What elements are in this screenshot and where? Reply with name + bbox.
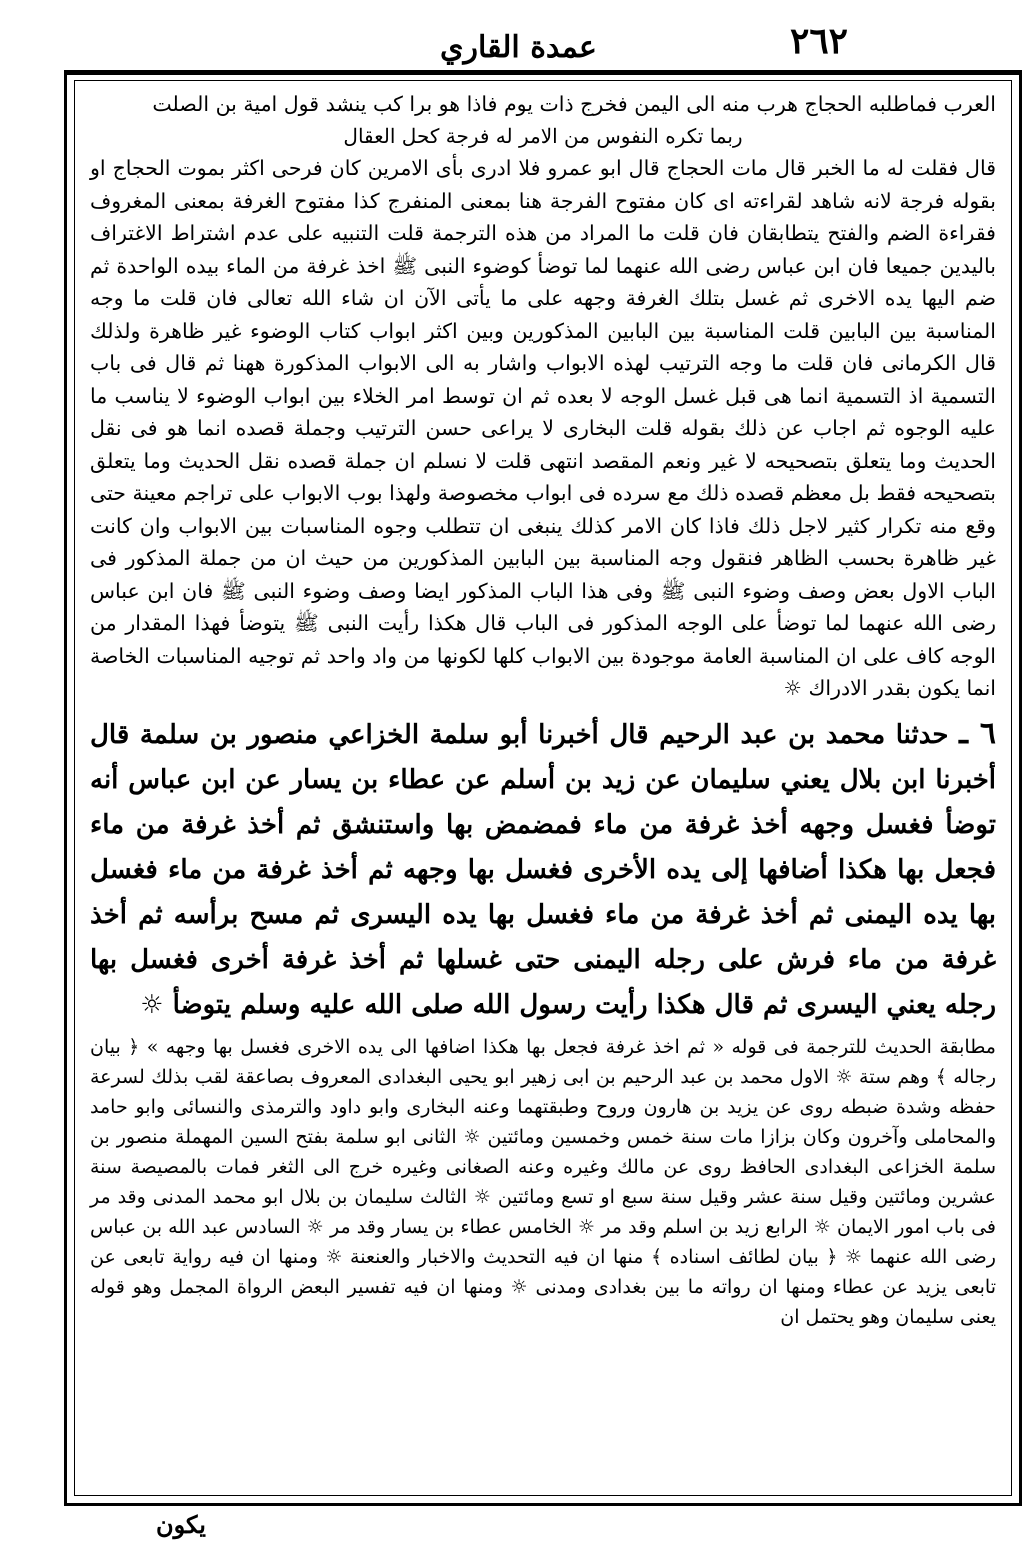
paragraph-intro: العرب فماطلبه الحجاج هرب منه الى اليمن فخرج ذات يوم فاذا هو برا كب ينشد قول امية بن الصلت	[152, 92, 996, 116]
page-body	[90, 88, 996, 1488]
hadith-text	[90, 711, 996, 1028]
page-number: ٢٦٢	[790, 20, 849, 62]
running-title: عمدة القاري	[440, 30, 597, 65]
hadith-body: حدثنا محمد بن عبد الرحيم قال أخبرنا أبو سلمة الخزاعي منصور بن سلمة قال أخبرنا ابن بلال يعني سليمان عن زيد بن أسلم عن عطاء بن يسار عن ابن عباس أنه توضأ فغسل وجهه أخذ غرفة من ماء فمضمض بها واستنشق ثم أخذ غرفة من ماء فجعل بها هكذا أضافها إلى يده الأخرى فغسل بها وجهه ثم أخذ غرفة من ماء فغسل بها يده اليمنى ثم أخذ غرفة من ماء فغسل بها يده اليسرى ثم مسح برأسه ثم أخذ غرفة من ماء فرش على رجله اليمنى حتى غسلها ثم أخذ غرفة أخرى فغسل بها رجله يعني اليسرى ثم قال هكذا رأيت رسول الله صلى الله عليه وسلم يتوضأ ☼	[90, 719, 996, 1020]
paragraph-discussion: قال فقلت له ما الخبر قال مات الحجاج قال ابو عمرو فلا ادرى بأى الامرين كان فرحى اكثر بموت الحجاج او بقوله فرجة لانه شاهد لقراءته اى كان مفتوح الفرجة هنا بمعنى المنفرج كذا مفتوح الغرفة بمعنى المغروف فقراءة الضم والفتح يتطابقان فان قلت ما المراد من هذه الترجمة قلت التنبيه على عدم اشتراط الاغتراف باليدين جميعا فان ابن عباس رضى الله عنهما لما توضأ كوضوء النبى ﷺ اخذ غرفة من الماء بيده الواحدة ثم ضم اليها يده الاخرى ثم غسل بتلك الغرفة وجهه على ما يأتى الآن ان شاء الله تعالى فان قلت ما وجه المناسبة بين البابين قلت المناسبة بين البابين المذكورين وبين اكثر ابواب كتاب الوضوء غير ظاهرة ولذلك قال الكرمانى فان قلت ما وجه الترتيب لهذه الابواب واشار به الى الابواب المذكورة ههنا ثم قال فى باب التسمية اذ التسمية انما هى قبل غسل الوجه لا بعده ثم ان توسط امر الخلاء بين ابواب الوضوء لا يناسب ما عليه الوجوه ثم اجاب عن ذلك بقوله قلت البخارى لا يراعى حسن الترتيب وجملة قصده انما هو فى نقل الحديث وما يتعلق بتصحيحه لا غير ونعم المقصد انتهى قلت لا نسلم ان جملة قصده نقل الحديث وما يتعلق بتصحيحه فقط بل معظم قصده ذلك مع سرده فى ابواب مخصوصة ولهذا بوب الابواب على تراجم معينة حتى وقع منه تكرار كثير لاجل ذلك فاذا كان الامر كذلك ينبغى ان تتطلب وجوه المناسبات بين الابواب وان كانت غير ظاهرة بحسب الظاهر فنقول وجه المناسبة بين البابين المذكورين من حيث ان من جملة المذكور فى الباب الاول بعض وصف وضوء النبى ﷺ وفى هذا الباب المذكور ايضا وصف وضوء النبى ﷺ فان ابن عباس رضى الله عنهما لما توضأ على الوجه المذكور فى الباب قال هكذا رأيت النبى ﷺ يتوضأ فهذا المقدار من الوجه كاف على ان المناسبة العامة موجودة بين الابواب كلها لكونها من واد واحد ثم توجيه المناسبات الخاصة انما يكون بقدر الادراك ☼	[90, 156, 996, 700]
commentary-text: مطابقة الحديث للترجمة فى قوله « ثم اخذ غرفة فجعل بها هكذا اضافها الى يده الاخرى فغسل بها وجهه » ﴿ بيان رجاله ﴾ وهم ستة ☼ الاول محمد بن عبد الرحيم بن ابى زهير ابو يحيى البغدادى المعروف بصاعقة لقب بذلك لسرعة حفظه وشدة ضبطه روى عن يزيد بن هارون وروح وطبقتهما وعنه البخارى وابو داود والترمذى والنسائى وابو حامد والمحاملى وآخرون وكان بزازا مات سنة خمس وخمسين ومائتين ☼ الثانى ابو سلمة بفتح السين المهملة منصور بن سلمة الخزاعى البغدادى الحافظ روى عن مالك وغيره وعنه الصغانى وغيره خرج الى الثغر فمات بالمصيصة سنة عشرين ومائتين وقيل سنة عشر وقيل سنة سبع او تسع ومائتين ☼ الثالث سليمان بن بلال ابو محمد المدنى وقد مر فى باب امور الايمان ☼ الرابع زيد بن اسلم وقد مر ☼ الخامس عطاء بن يسار وقد مر ☼ السادس عبد الله بن عباس رضى الله عنهما ☼ ﴿ بيان لطائف اسناده ﴾ منها ان فيه التحديث والاخبار والعنعنة ☼ ومنها ان فيه رواية تابعى عن تابعى يزيد عن عطاء ومنها ان رواته ما بين بغدادى ومدنى ☼ ومنها ان فيه تفسير البعض الرواة المجمل وهو قوله يعنى سليمان وهو يحتمل ان	[90, 1035, 996, 1328]
hadith-number: ٦ ـ	[959, 715, 997, 751]
poetry-verse: ربما تكره النفوس من الامر له فرجة كحل العقال	[343, 124, 743, 148]
catchword: يكون	[156, 1510, 206, 1539]
page-header	[0, 14, 1033, 66]
